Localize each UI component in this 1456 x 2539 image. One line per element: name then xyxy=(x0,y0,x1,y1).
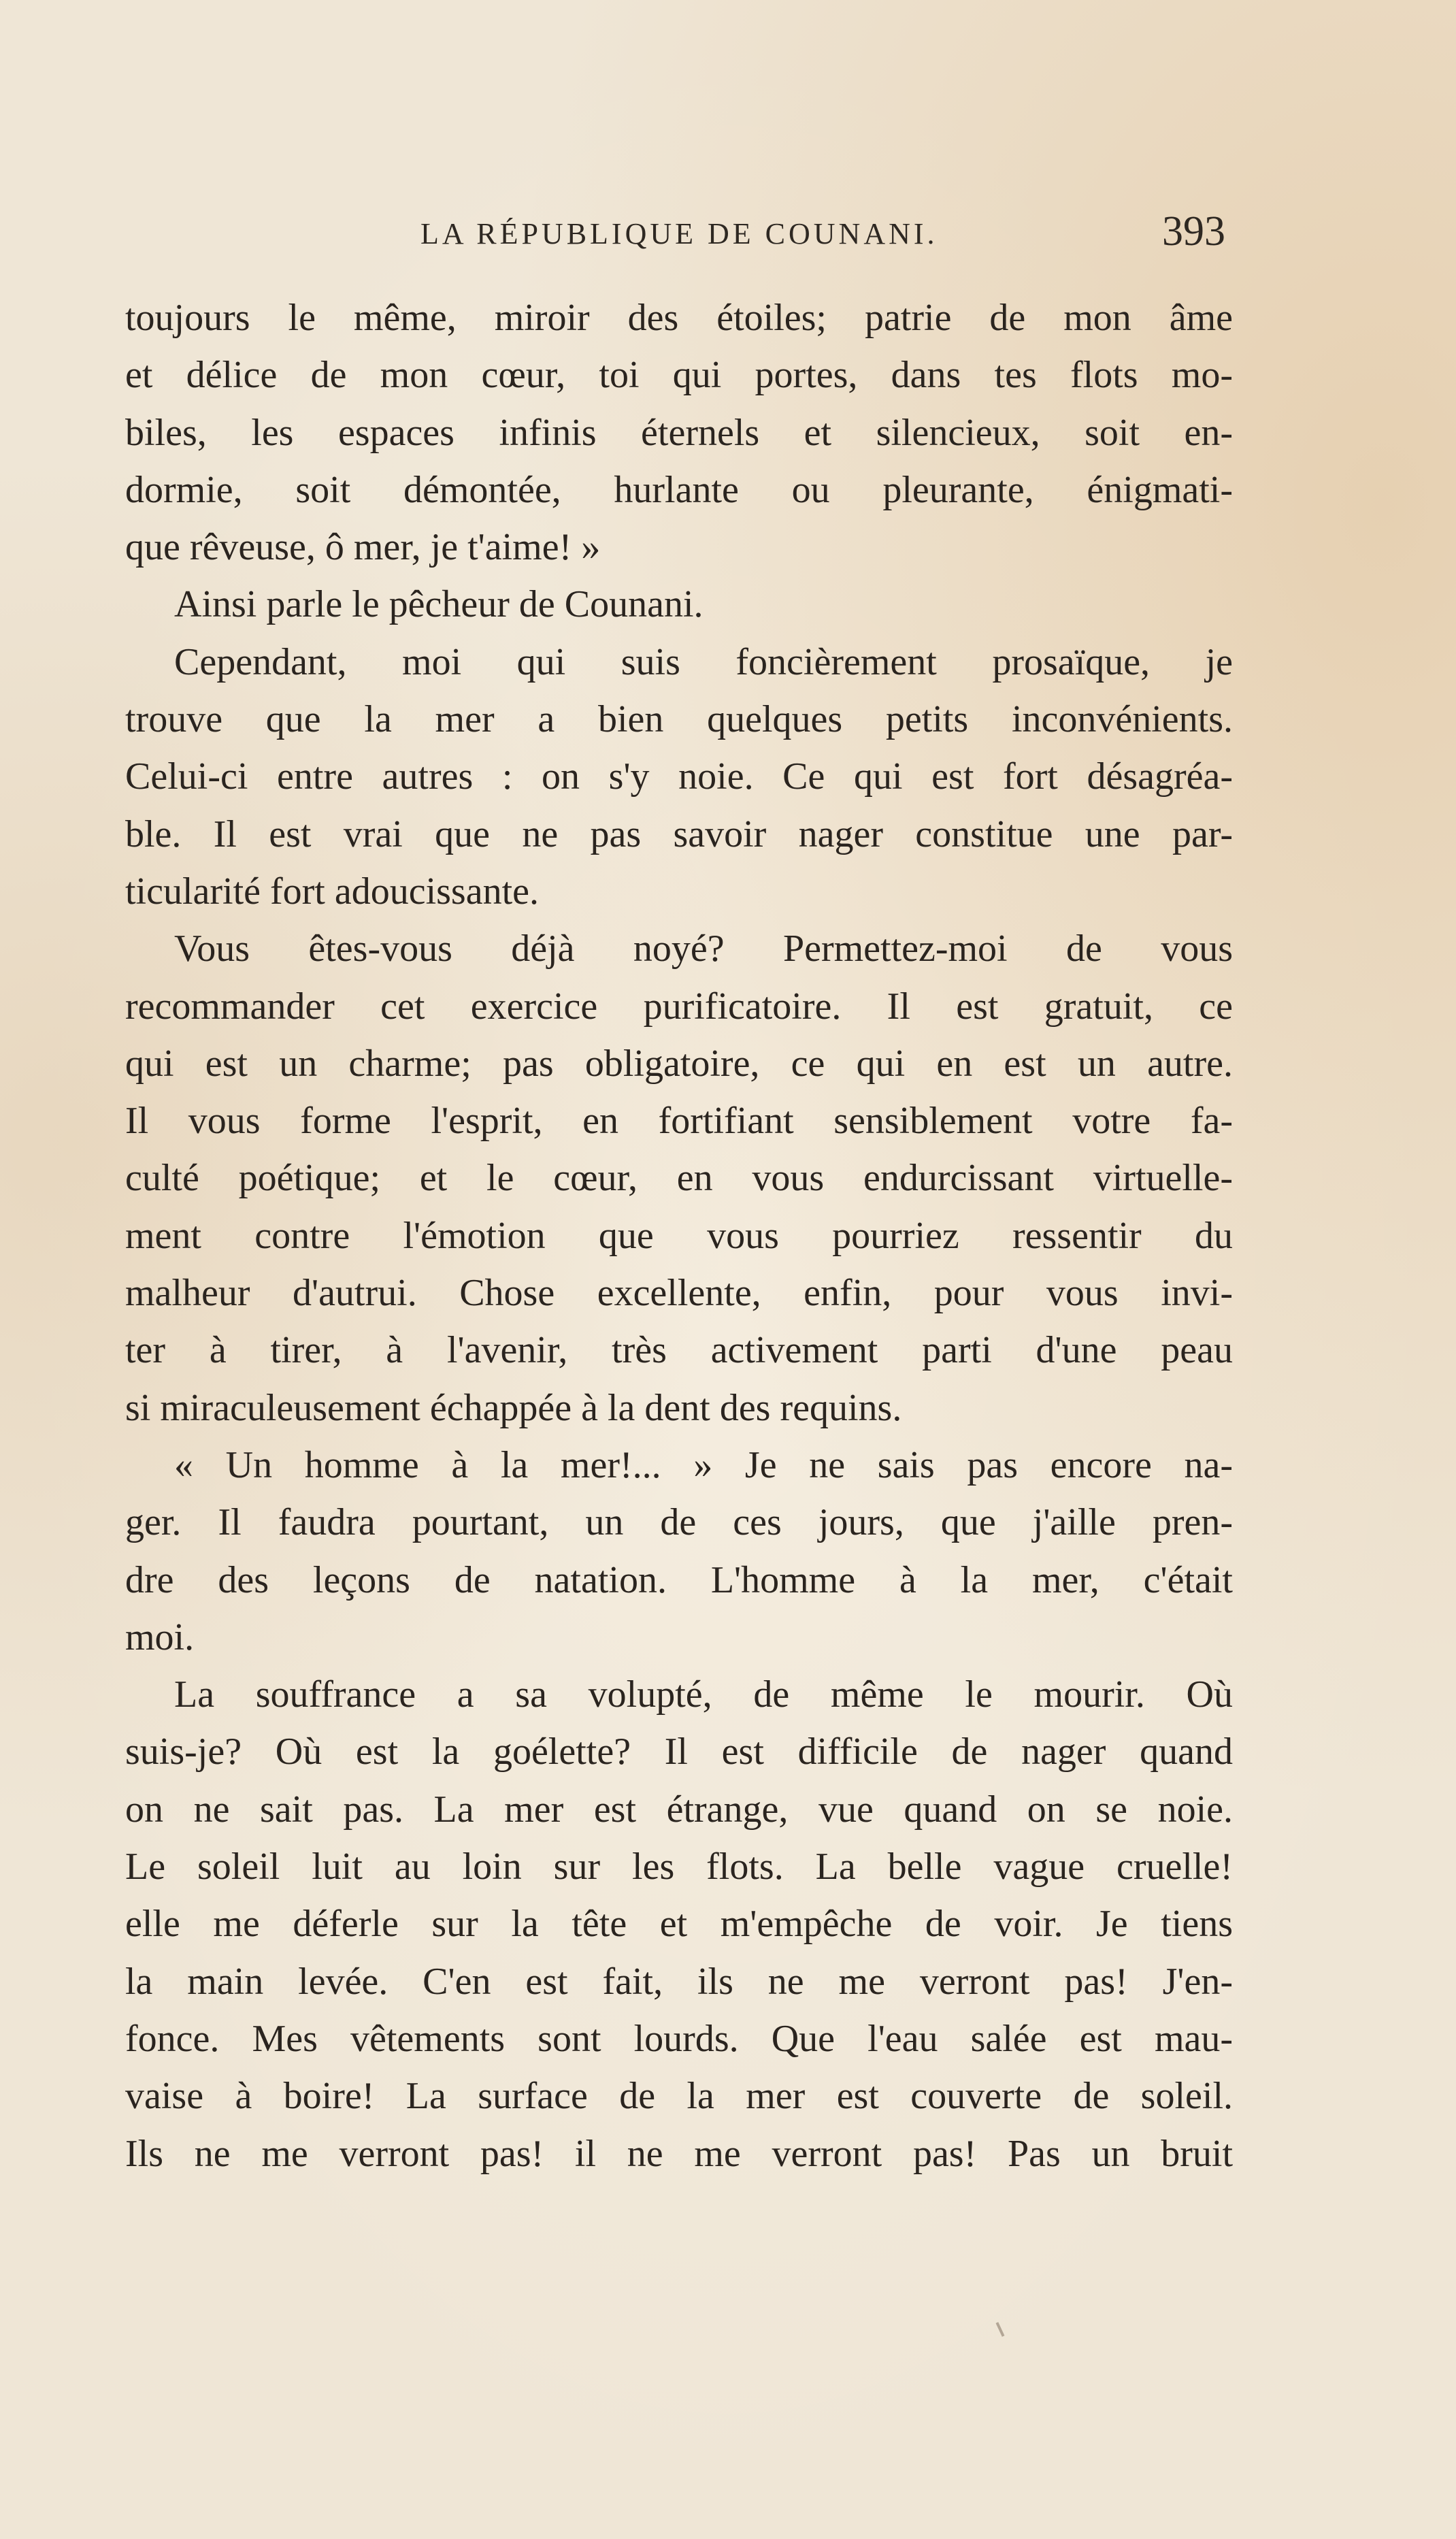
text-line: fonce. Mes vêtements sont lourds. Que l'eau salée est mau- xyxy=(125,2017,1233,2060)
text-line: Ainsi parle le pêcheur de Counani. xyxy=(174,583,704,626)
text-line: dormie, soit démontée, hurlante ou pleurante, énigmati- xyxy=(125,468,1233,511)
text-line: la main levée. C'en est fait, ils ne me verront pas! J'en- xyxy=(125,1960,1233,2003)
text-line: Cependant, moi qui suis foncièrement prosaïque, je xyxy=(174,640,1233,683)
text-line: moi. xyxy=(125,1616,195,1658)
body-text xyxy=(125,289,1233,2182)
text-line: elle me déferle sur la tête et m'empêche de voir. Je tiens xyxy=(125,1903,1233,1946)
page-number: 393 xyxy=(1162,208,1225,255)
running-title: LA RÉPUBLIQUE DE COUNANI. xyxy=(420,217,938,250)
text-line: culté poétique; et le cœur, en vous endurcissant virtuelle- xyxy=(125,1157,1233,1200)
text-line: Ils ne me verront pas! il ne me verront pas! Pas un bruit xyxy=(125,2132,1233,2175)
text-line: trouve que la mer a bien quelques petits inconvénients. xyxy=(125,698,1233,741)
text-line: ble. Il est vrai que ne pas savoir nager constitue une par- xyxy=(125,813,1233,855)
text-line: suis-je? Où est la goélette? Il est difficile de nager quand xyxy=(125,1731,1233,1773)
text-line: ment contre l'émotion que vous pourriez ressentir du xyxy=(125,1214,1233,1257)
ink-speck xyxy=(996,2322,1005,2337)
text-line: toujours le même, miroir des étoiles; patrie de mon âme xyxy=(125,297,1233,339)
text-line: Le soleil luit au loin sur les flots. La belle vague cruelle! xyxy=(125,1846,1233,1888)
text-line: que rêveuse, ô mer, je t'aime! » xyxy=(125,526,601,569)
text-line: et délice de mon cœur, toi qui portes, dans tes flots mo- xyxy=(125,354,1233,397)
text-line: « Un homme à la mer!... » Je ne sais pas encore na- xyxy=(174,1443,1233,1486)
text-line: Il vous forme l'esprit, en fortifiant sensiblement votre fa- xyxy=(125,1100,1233,1143)
text-line: vaise à boire! La surface de la mer est couverte de soleil. xyxy=(125,2075,1233,2118)
text-line: qui est un charme; pas obligatoire, ce qui en est un autre. xyxy=(125,1042,1233,1085)
text-line: ger. Il faudra pourtant, un de ces jours, que j'aille pren- xyxy=(125,1501,1233,1544)
text-line: Celui-ci entre autres : on s'y noie. Ce qui est fort désagréa- xyxy=(125,755,1233,798)
text-line: recommander cet exercice purificatoire. Il est gratuit, ce xyxy=(125,985,1233,1028)
text-line: malheur d'autrui. Chose excellente, enfin, pour vous invi- xyxy=(125,1272,1233,1315)
text-line: La souffrance a sa volupté, de même le mourir. Où xyxy=(174,1673,1233,1716)
text-line: si miraculeusement échappée à la dent des requins. xyxy=(125,1386,902,1429)
text-line: ter à tirer, à l'avenir, très activement parti d'une peau xyxy=(125,1329,1233,1372)
text-line: biles, les espaces infinis éternels et silencieux, soit en- xyxy=(125,411,1233,454)
text-line: dre des leçons de natation. L'homme à la mer, c'était xyxy=(125,1558,1233,1601)
text-line: Vous êtes-vous déjà noyé? Permettez-moi de vous xyxy=(174,928,1233,970)
text-line: ticularité fort adoucissante. xyxy=(125,870,539,913)
text-line: on ne sait pas. La mer est étrange, vue quand on se noie. xyxy=(125,1788,1233,1831)
